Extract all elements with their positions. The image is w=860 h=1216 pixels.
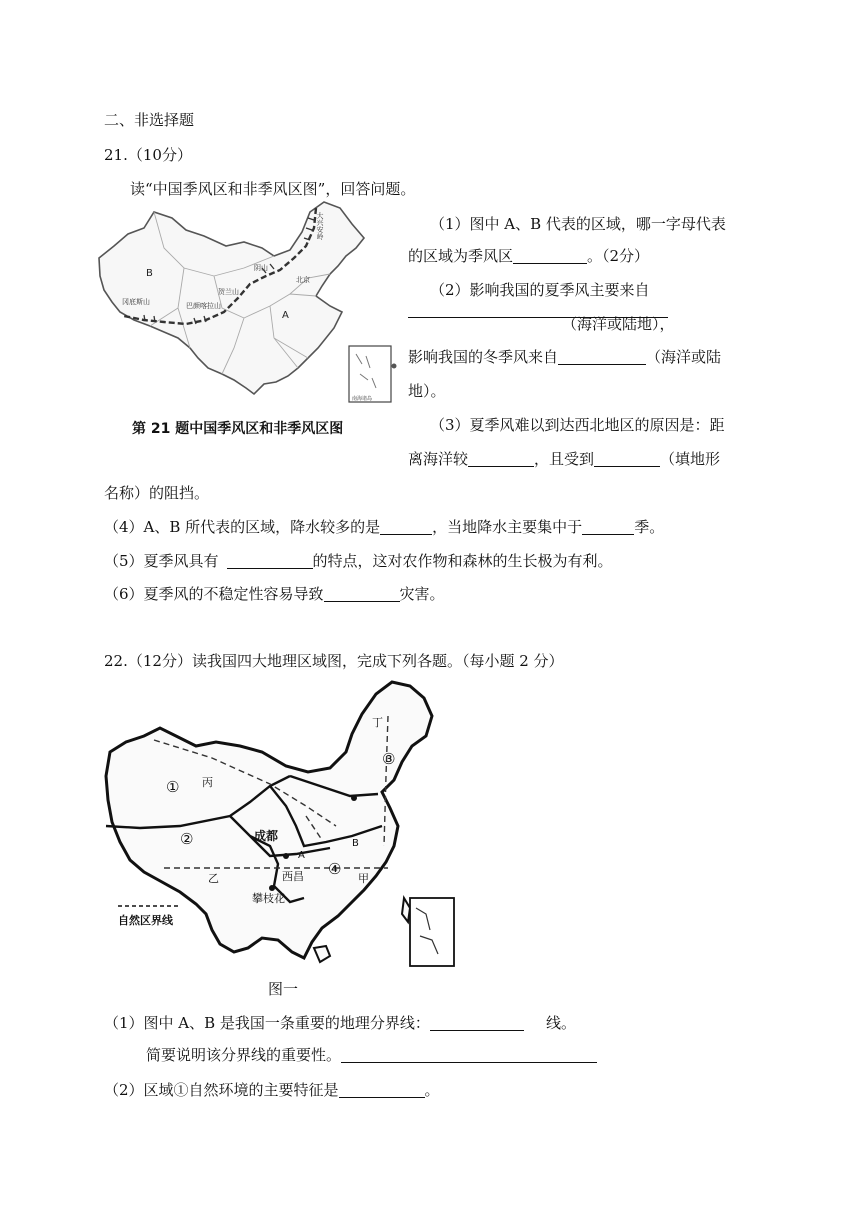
map-label-inset: 南海诸岛 (352, 396, 373, 402)
q21-header: 21.（10分） (104, 146, 192, 164)
map-label-a: A (298, 850, 305, 861)
q21-p5: （5）夏季风具有 的特点，这对农作物和森林的生长极为有利。 (104, 552, 613, 570)
q21-intro: 读“中国季风区和非季风区图”，回答问题。 (130, 180, 416, 198)
q22-map-caption: 图一 (268, 980, 299, 998)
q21-monsoon-map (94, 198, 404, 408)
map-label-panzhihua: 攀枝花 (252, 892, 285, 905)
region-2-label: ② (180, 830, 194, 848)
region-4-label: ④ (328, 860, 342, 878)
q21-p2-b: （海洋或陆地）， (562, 315, 675, 333)
map-label-bayankala: 巴颜喀拉山 (186, 302, 221, 310)
map-label-b: B (352, 838, 359, 849)
answer-blank[interactable] (582, 518, 634, 535)
q22-p1: （1）图中 A、B 是我国一条重要的地理分界线： 线。 (104, 1014, 576, 1032)
q21-p2-c: 影响我国的冬季风来自 （海洋或陆 (408, 348, 722, 366)
q21-p3-a: （3）夏季风难以到达西北地区的原因是：距 (430, 416, 725, 434)
q21-p4: （4）A、B 所代表的区域，降水较多的是 ，当地降水主要集中于 季。 (104, 518, 665, 536)
map-label-jia: 甲 (358, 872, 369, 885)
answer-blank[interactable] (341, 1046, 597, 1063)
q21-map-caption: 第 21 题中国季风区和非季风区图 (132, 421, 344, 437)
q21-p2-a: （2）影响我国的夏季风主要来自 (430, 281, 650, 299)
answer-blank[interactable] (227, 552, 313, 569)
answer-blank[interactable] (380, 518, 432, 535)
region-1-label: ① (166, 778, 180, 796)
map-label-yinshan: 阴山 (254, 264, 268, 272)
q22-header: 22.（12分）读我国四大地理区域图，完成下列各题。（每小题 2 分） (104, 652, 564, 670)
q21-p6: （6）夏季风的不稳定性容易导致 灾害。 (104, 585, 445, 603)
answer-blank[interactable] (594, 450, 660, 467)
map-label-ding: 丁 (372, 716, 383, 729)
map-label-a: A (282, 310, 289, 321)
q21-p1-b: 的区域为季风区 。（2分） (408, 247, 650, 265)
region-3-label: ③ (382, 750, 396, 768)
map-label-xichang: 西昌 (282, 870, 304, 883)
q22-regions-map (100, 676, 460, 972)
answer-blank[interactable] (324, 585, 400, 602)
q22-p1b: 简要说明该分界线的重要性。 (146, 1044, 597, 1066)
map-label-helanshan: 贺兰山 (218, 288, 239, 296)
map-label-beijing: 北京 (296, 276, 310, 284)
map-label-b: B (146, 268, 153, 279)
answer-blank[interactable] (513, 247, 587, 264)
q21-p2-d: 地）。 (408, 382, 446, 400)
answer-blank[interactable] (558, 348, 646, 365)
map-label-daxinganling: 大兴安岭 (316, 212, 324, 240)
q22-p2: （2）区域①自然环境的主要特征是 。 (104, 1081, 440, 1099)
map-label-yi: 乙 (208, 872, 219, 885)
map-label-chengdu: 成都 (254, 829, 279, 843)
map-label-gangdise: 冈底斯山 (122, 298, 150, 306)
q21-p1-a: （1）图中 A、B 代表的区域，哪一字母代表 (430, 215, 726, 233)
map-legend: 自然区界线 (118, 914, 173, 927)
answer-blank[interactable] (339, 1081, 425, 1098)
q21-p3-b: 离海洋较 ，且受到 （填地形 (408, 450, 721, 468)
map-label-bing: 丙 (202, 776, 213, 789)
section-title: 二、非选择题 (104, 111, 195, 129)
q21-p3-c: 名称）的阻挡。 (104, 484, 210, 502)
answer-blank[interactable] (468, 450, 534, 467)
answer-blank[interactable] (430, 1014, 524, 1031)
